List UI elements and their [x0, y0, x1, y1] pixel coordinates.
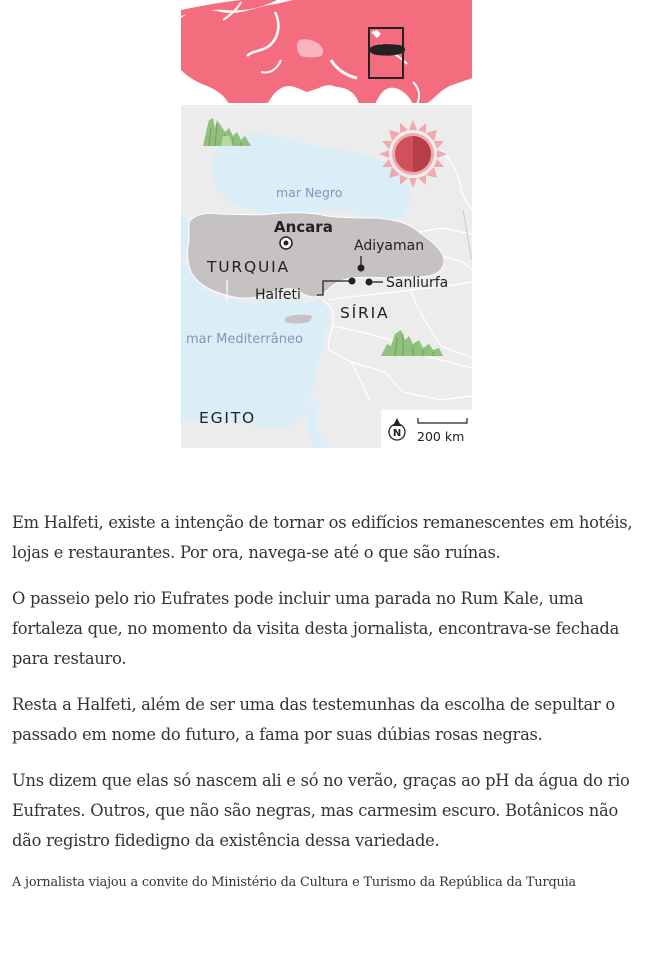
map-svg — [181, 0, 472, 448]
country-label-syria: SÍRIA — [340, 304, 390, 322]
paragraph-4: Uns dizem que elas só nascem ali e só no verão, graças ao pH da água do rio Eufrates. Outros, que não são negras, mas carmesim escuro. Botânicos não dão registro fidedigno da existência dessa variedade. — [12, 771, 630, 850]
city-label-adiyaman: Adiyaman — [354, 238, 425, 254]
scale-label: 200 km — [417, 429, 465, 444]
paragraph-1: Em Halfeti, existe a intenção de tornar os edifícios remanescentes em hotéis, lojas e restaurantes. Por ora, navega-se até o que são ruínas. — [12, 513, 633, 562]
city-marker-sanliurfa — [366, 279, 373, 286]
capital-label: Ancara — [274, 218, 333, 236]
country-label-egypt: EGITO — [199, 409, 257, 427]
city-label-halfeti: Halfeti — [255, 287, 301, 303]
capital-marker — [280, 237, 292, 249]
locator-inset-map — [181, 0, 472, 105]
paragraph-2: O passeio pelo rio Eufrates pode incluir uma parada no Rum Kale, uma fortaleza que, no momento da visita desta jornalista, encontrava-se fechada para restauro. — [12, 589, 620, 668]
region-map — [181, 105, 472, 448]
travel-credit: A jornalista viajou a convite do Ministério da Cultura e Turismo da República da Turquia — [12, 875, 576, 890]
city-label-sanliurfa: Sanliurfa — [386, 275, 449, 291]
mediterranean-label: mar Mediterrâneo — [186, 332, 303, 347]
svg-text:N: N — [392, 428, 402, 439]
paragraph-3: Resta a Halfeti, além de ser uma das testemunhas da escolha de sepultar o passado em nome do futuro, a fama por suas dúbias rosas negras. — [12, 695, 615, 744]
country-label-turkey: TURQUIA — [207, 258, 290, 276]
article-body — [12, 508, 642, 894]
black-sea-label: mar Negro — [276, 185, 343, 200]
map-figure — [181, 0, 472, 448]
city-marker-adiyaman — [358, 265, 365, 272]
